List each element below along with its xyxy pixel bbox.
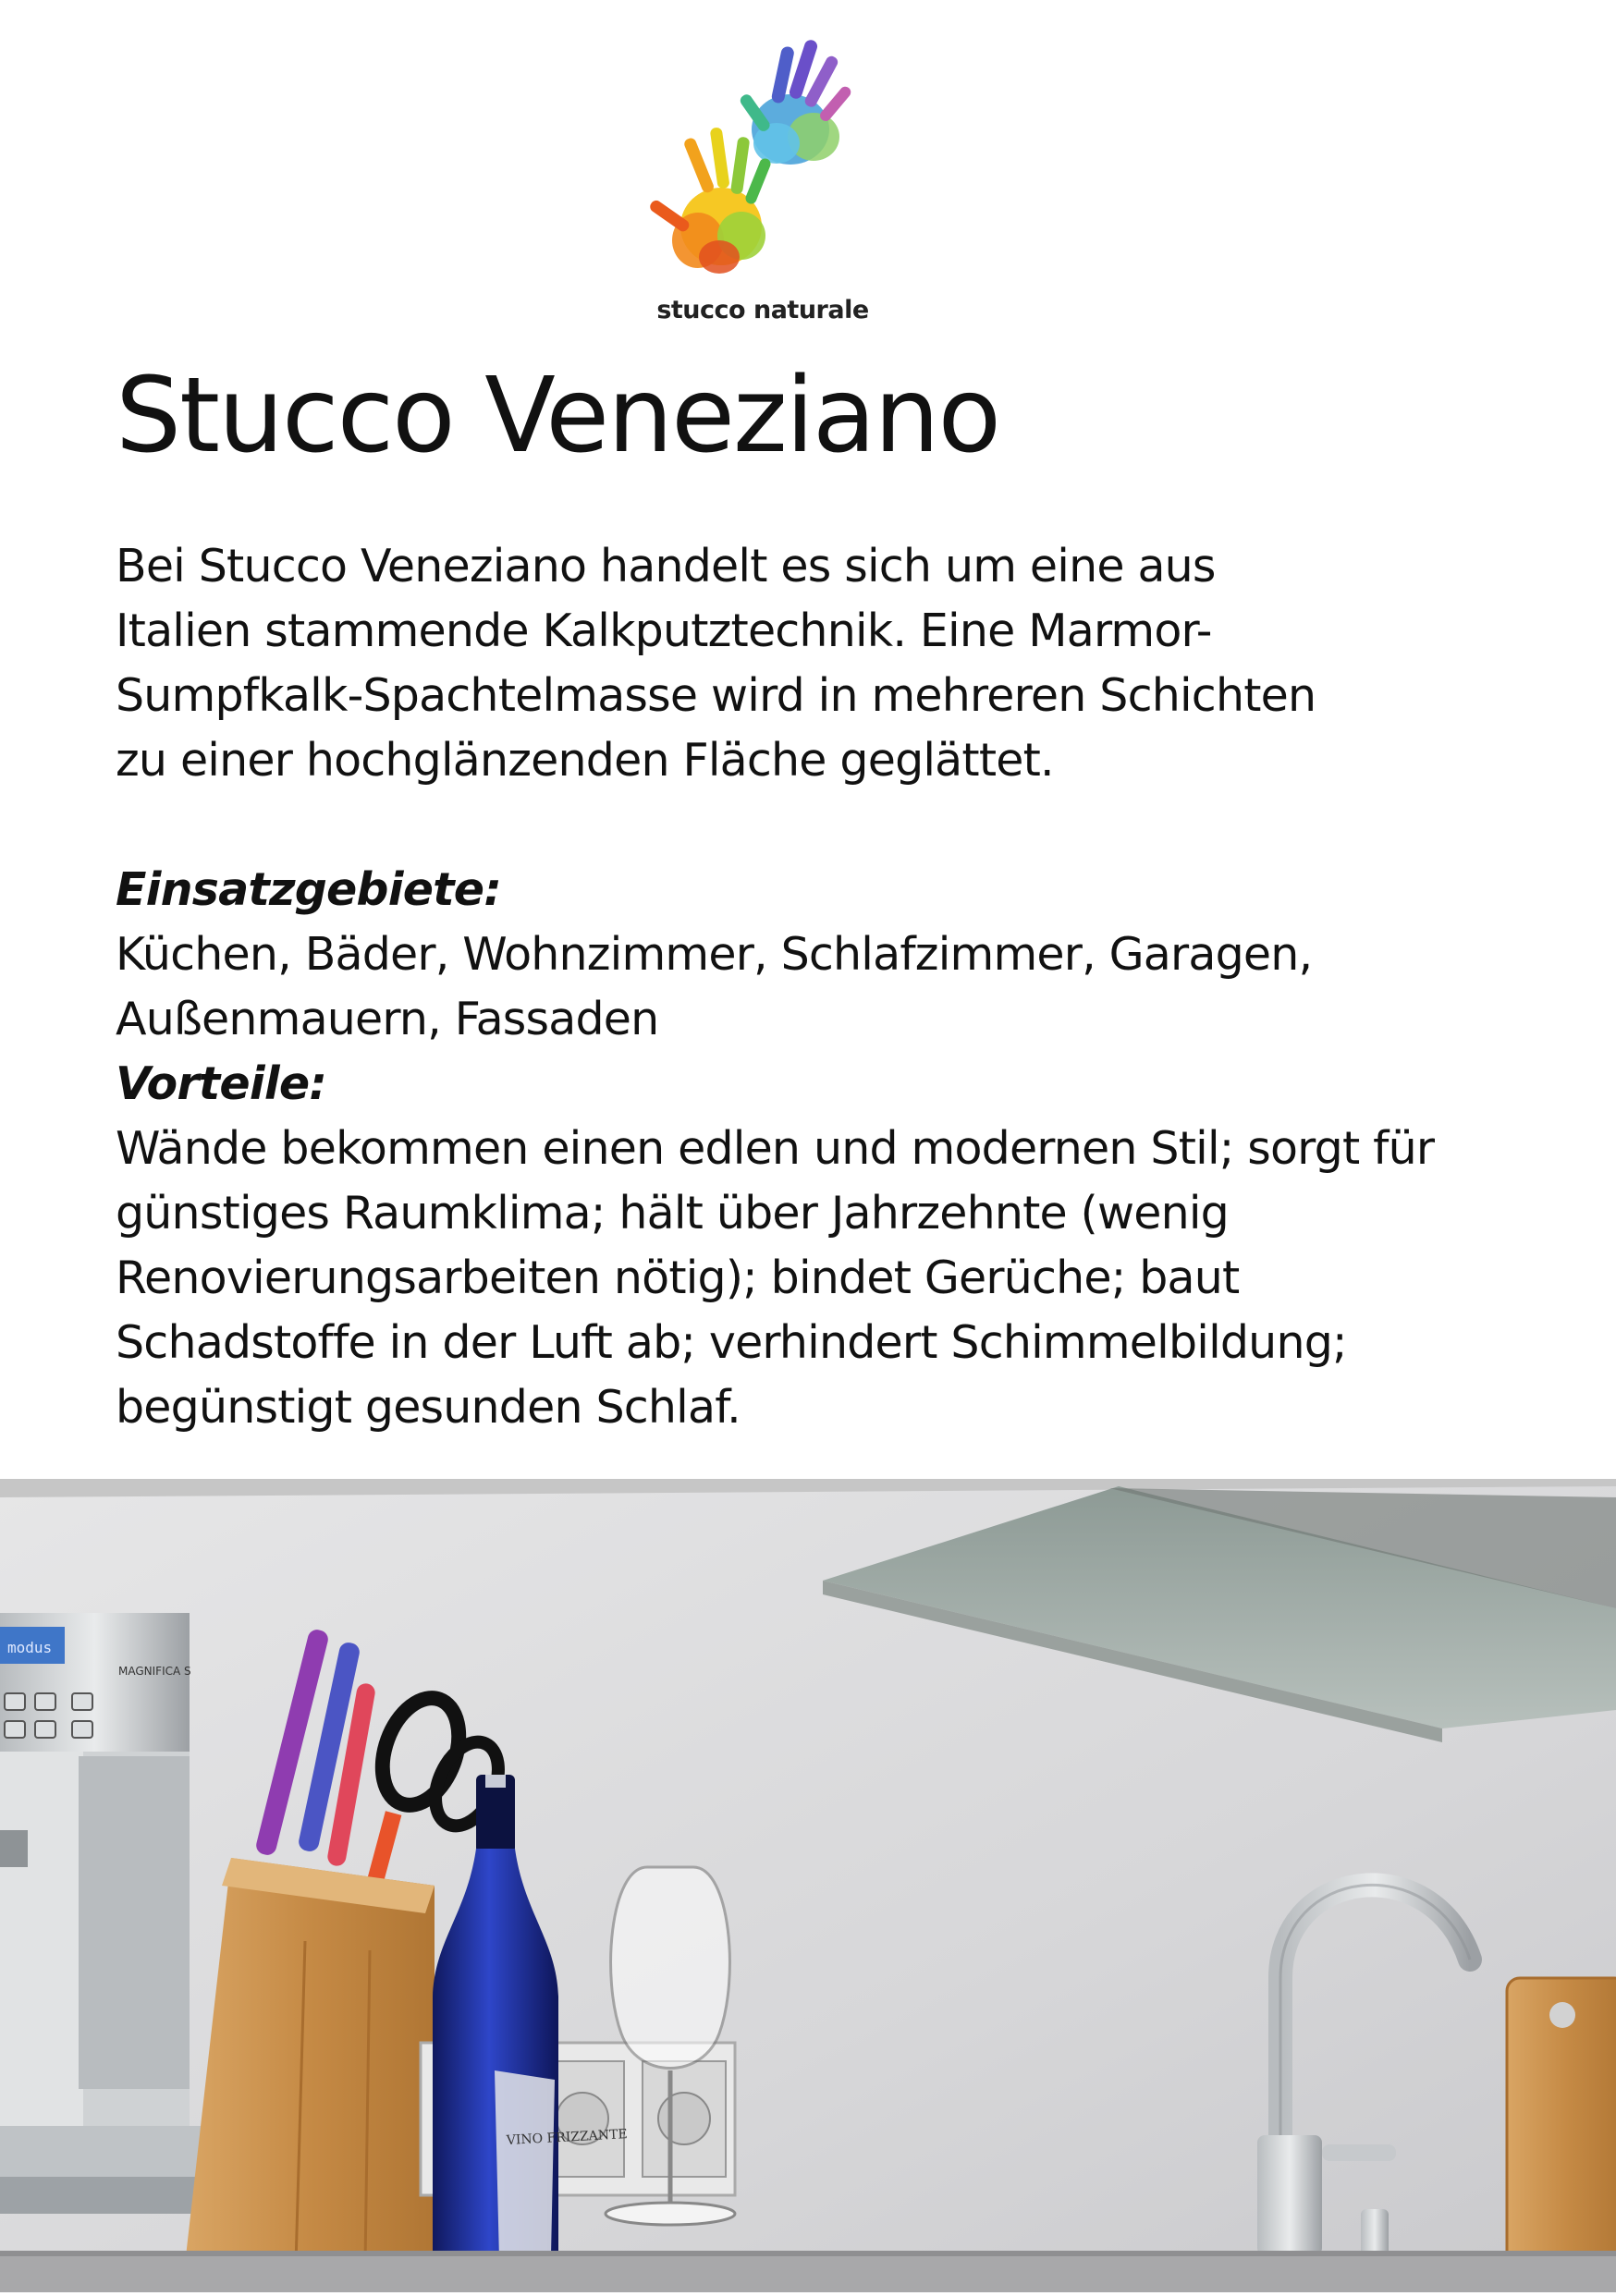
- logo-wordmark: stucco naturale: [656, 296, 869, 324]
- machine-brand-text: MAGNIFICA S: [118, 1665, 191, 1678]
- einsatzgebiete-heading: Einsatzgebiete:: [116, 863, 501, 916]
- logo: [638, 28, 888, 333]
- vorteile-heading: Vorteile:: [116, 1057, 327, 1110]
- intro-line: zu einer hochglänzenden Fläche geglättet.: [116, 734, 1054, 787]
- vorteile-line: günstiges Raumklima; hält über Jahrzehnte (wenig: [116, 1187, 1229, 1240]
- intro-line: Italien stammende Kalkputztechnik. Eine Marmor-: [116, 605, 1212, 657]
- handprints-logo-icon: [638, 28, 888, 305]
- body-text: [116, 534, 1539, 1440]
- einsatzgebiete-line: Küchen, Bäder, Wohnzimmer, Schlafzimmer, Garagen,: [116, 928, 1313, 981]
- intro-line: Bei Stucco Veneziano handelt es sich um eine aus: [116, 540, 1216, 592]
- page-title: Stucco Veneziano: [116, 356, 1000, 476]
- paragraph-spacer: [116, 793, 1539, 858]
- vorteile-line: Renovierungsarbeiten nötig); bindet Gerüche; baut: [116, 1252, 1240, 1304]
- vorteile-line: Wände bekommen einen edlen und modernen Stil; sorgt für: [116, 1122, 1435, 1175]
- bottle-label-text: VINO FRIZZANTE: [506, 2127, 629, 2148]
- intro-line: Sumpfkalk-Spachtelmasse wird in mehreren Schichten: [116, 669, 1316, 722]
- einsatzgebiete-line: Außenmauern, Fassaden: [116, 993, 659, 1045]
- machine-display-text: modus: [7, 1639, 53, 1656]
- vorteile-line: begünstigt gesunden Schlaf.: [116, 1381, 741, 1434]
- vorteile-line: Schadstoffe in der Luft ab; verhindert Schimmelbildung;: [116, 1316, 1347, 1369]
- kitchen-photo: [0, 1479, 1616, 2292]
- kitchen-illustration: [0, 1479, 1616, 2292]
